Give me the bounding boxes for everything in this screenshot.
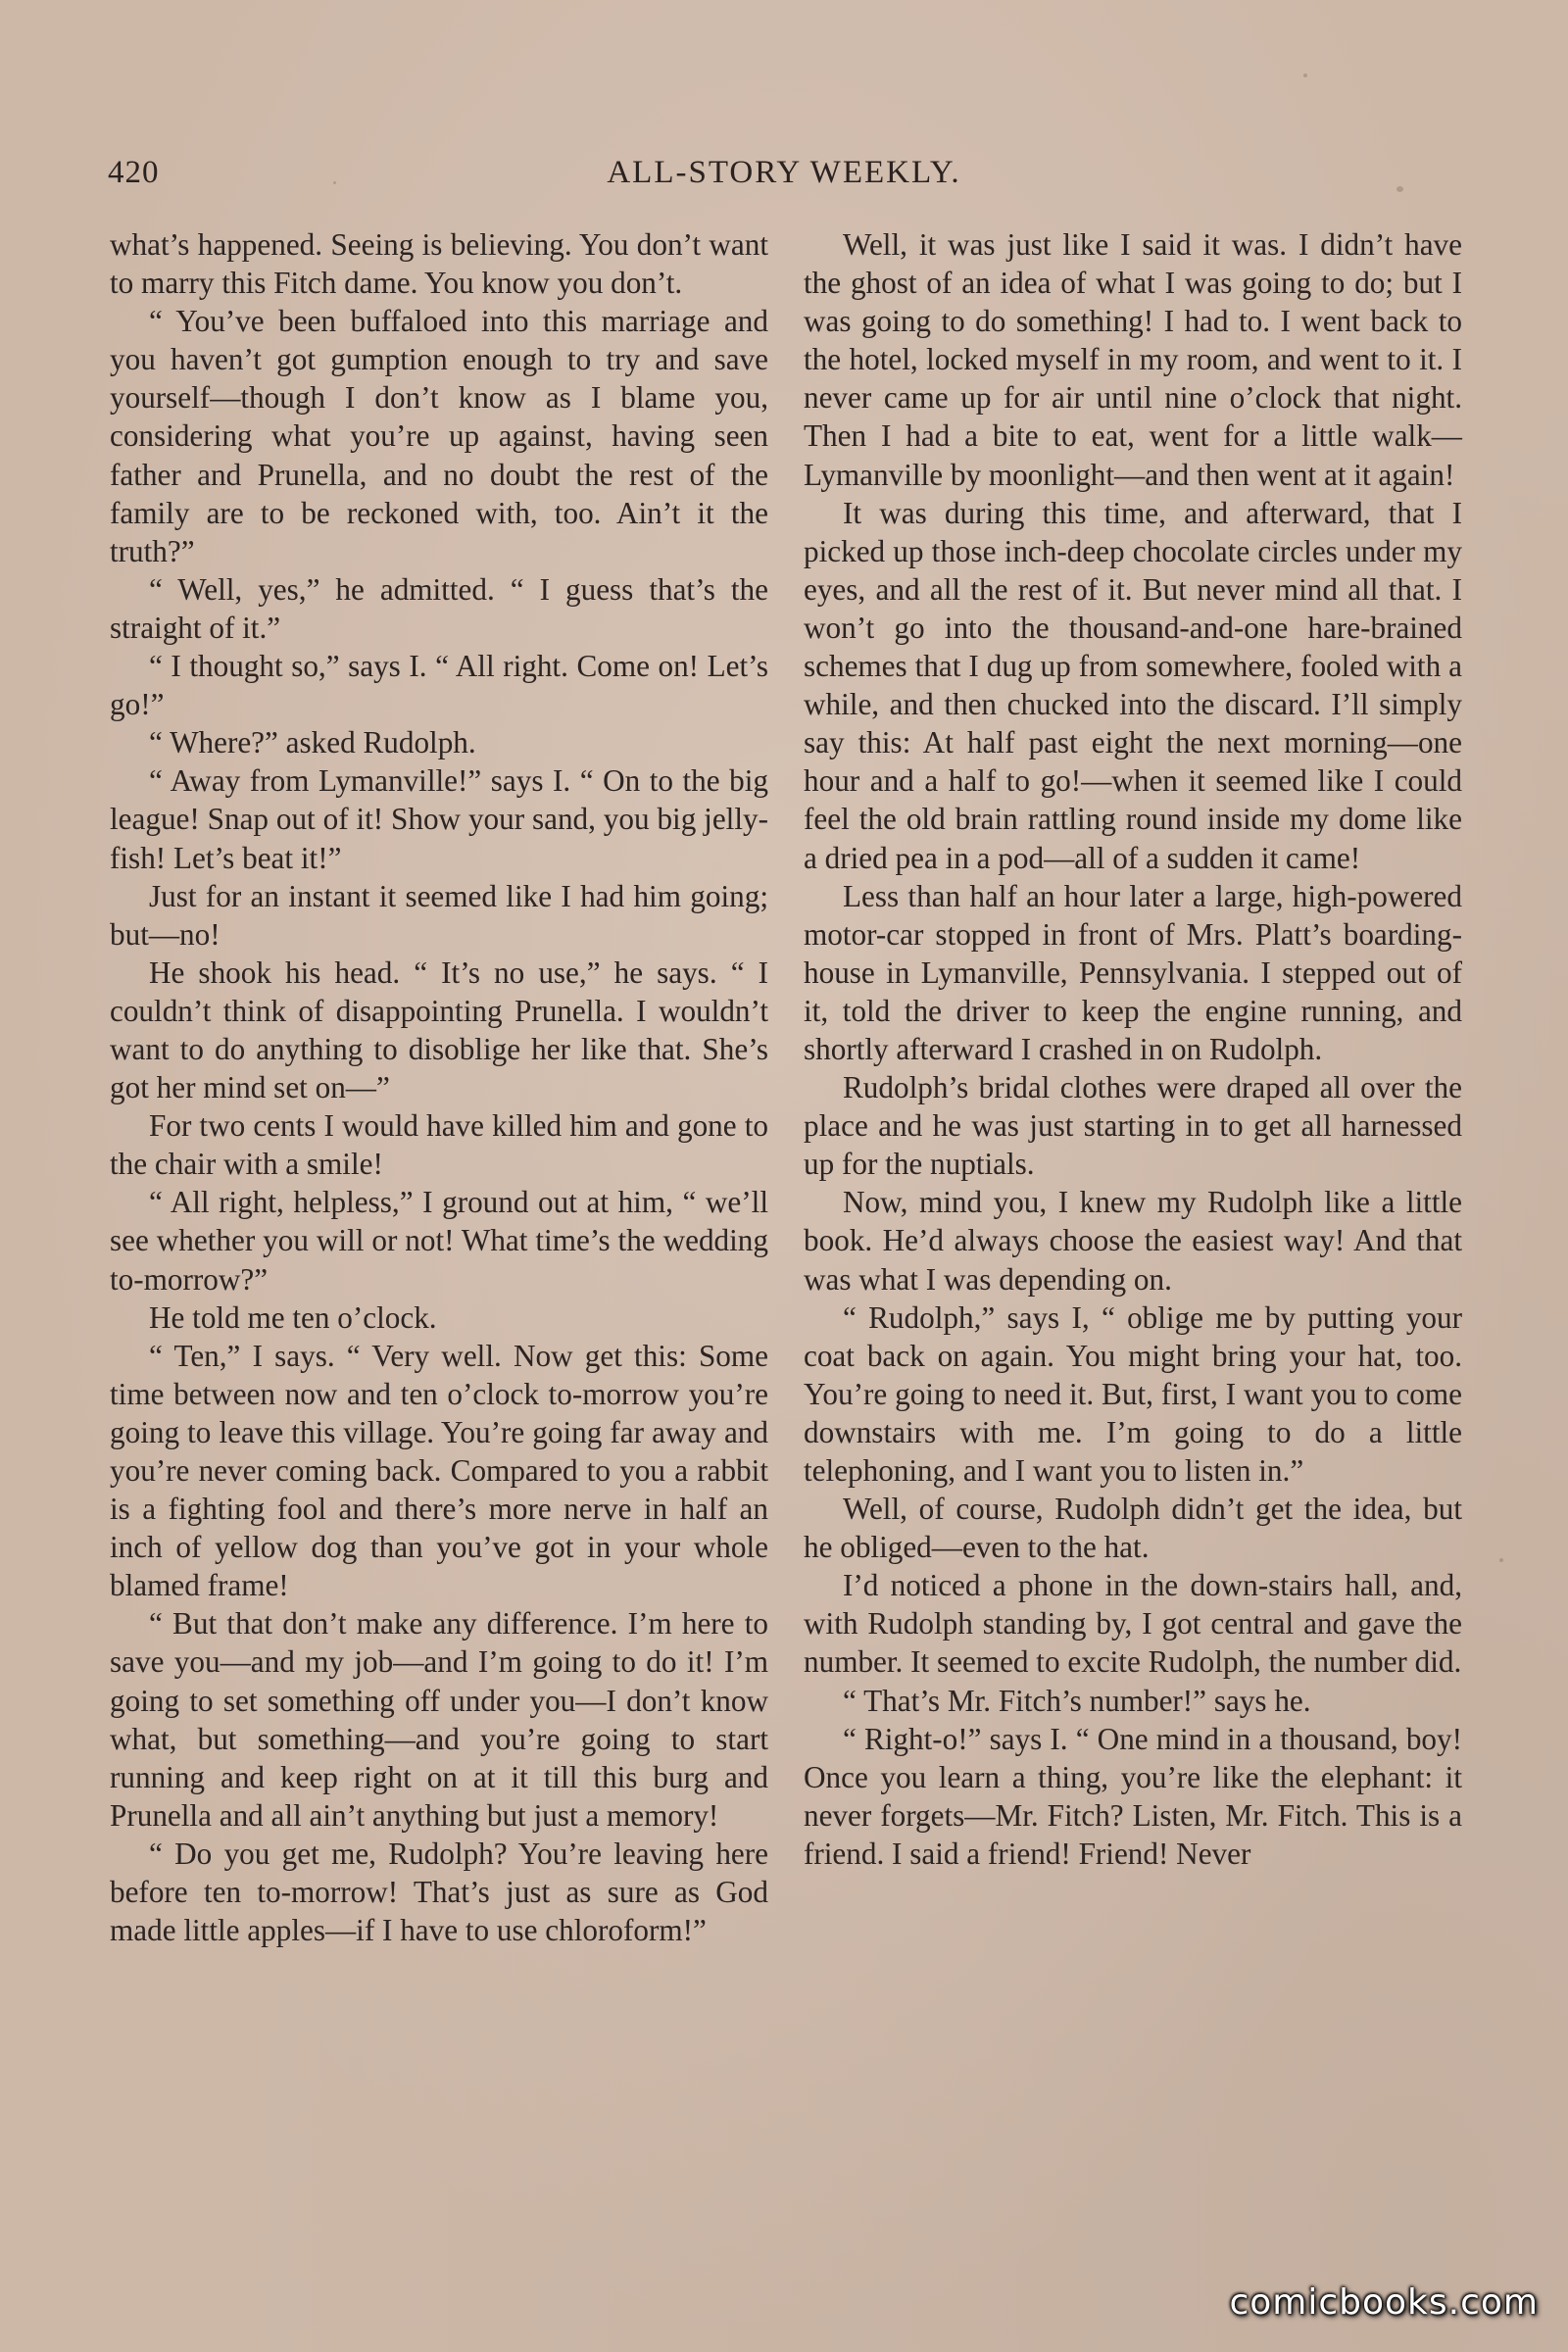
paragraph: “ I thought so,” says I. “ All right. Come on! Let’s go!” [110, 649, 768, 722]
paragraph: “ Ten,” I says. “ Very well. Now get this: Some time between now and ten o’clock to-morrow you’re going to leave this village. You’re going far away and you’re never coming back. Compared to you a rabbit is a fighting fool and there’s more nerve in half an inch of yellow dog than you’ve got in your whole blamed frame! [110, 1338, 768, 1603]
paragraph: “ You’ve been buffaloed into this marriage and you haven’t got gumption enough to try and save yourself—though I don’t know as I blame you, considering what you’re up against, having seen father and Prunella, and no doubt the rest of the family are to be reckoned with, too. Ain’t it the truth?” [110, 304, 768, 568]
paragraph: “ Well, yes,” he admitted. “ I guess that’s the straight of it.” [110, 571, 768, 645]
paragraph: “ Do you get me, Rudolph? You’re leaving here before ten to-morrow! That’s just as sure as God made little apples—if I have to use chloroform!” [110, 1836, 768, 1948]
paragraph: “ Rudolph,” says I, “ oblige me by putting your coat back on again. You might bring your hat, too. You’re going to need it. But, first, I want you to come downstairs with me. I’m going to do a little telephoning, and I want you to listen in.” [804, 1299, 1462, 1488]
paragraph: It was during this time, and afterward, that I picked up those inch-deep chocolate circles under my eyes, and all the rest of it. But never mind all that. I won’t go into the thousand-and-one hare-brained schemes that I dug up from somewhere, fooled with a while, and then chucked into the discard. I’ll simply say this: At half past eight the next morning—one hour and a half to go!—when it seemed like I could feel the old brain rattling round inside my dome like a dried pea in a pod—all of a sudden it came! [804, 495, 1462, 875]
paragraph: Well, of course, Rudolph didn’t get the idea, but he obliged—even to the hat. [804, 1492, 1462, 1565]
paragraph: He shook his head. “ It’s no use,” he says. “ I couldn’t think of disappointing Prunella. I wouldn’t want to do anything to disoblige her like that. She’s got her mind set on—” [110, 955, 768, 1105]
paper-fleck [1499, 1558, 1503, 1562]
paragraph: Less than half an hour later a large, high-powered motor-car stopped in front of Mrs. Platt’s boarding-house in Lymanville, Pennsylvania. I stepped out of it, told the driver to keep the engine running, and shortly afterward I crashed in on Rudolph. [804, 878, 1462, 1066]
paragraph: “ Where?” asked Rudolph. [149, 725, 476, 760]
journal-title: ALL-STORY WEEKLY. [607, 155, 961, 190]
paper-fleck [1303, 74, 1307, 77]
paragraph: “ Right-o!” says I. “ One mind in a thousand, boy! Once you learn a thing, you’re like the elephant: it never forgets—Mr. Fitch? Listen, Mr. Fitch. This is a friend. I said a friend! Friend! Never [804, 1721, 1462, 1871]
watermark-logo: comicbooks.com [1229, 2282, 1539, 2323]
paragraph: “ Away from Lymanville!” says I. “ On to the big league! Snap out of it! Show your sand, you big jelly-fish! Let’s beat it!” [110, 763, 768, 875]
paragraph: I’d noticed a phone in the down-stairs hall, and, with Rudolph standing by, I got central and gave the number. It seemed to excite Rudolph, the number did. [804, 1568, 1462, 1680]
paragraph: what’s happened. Seeing is believing. You don’t want to marry this Fitch dame. You know you don’t. [110, 227, 768, 301]
paragraph: “ All right, helpless,” I ground out at him, “ we’ll see whether you will or not! What time’s the wedding to-morrow?” [110, 1185, 768, 1297]
paragraph: Well, it was just like I said it was. I didn’t have the ghost of an idea of what I was going to do; but I was going to do something! I had to. I went back to the hotel, locked myself in my room, and went to it. I never came up for air until nine o’clock that night. Then I had a bite to eat, went for a little walk—Lymanville by moonlight—and then went at it again! [804, 227, 1462, 492]
paragraph: Rudolph’s bridal clothes were draped all over the place and he was just starting in to get all harnessed up for the nuptials. [804, 1070, 1462, 1182]
paragraph: “ That’s Mr. Fitch’s number!” says he. [843, 1683, 1311, 1718]
paragraph: “ But that don’t make any difference. I’m here to save you—and my job—and I’m going to do it! I’m going to set something off under you—I don’t know what, but something—and you’re going to start running and keep right on at it till this burg and Prunella and all ain’t anything but just a memory! [110, 1606, 768, 1833]
paragraph: Now, mind you, I knew my Rudolph like a little book. He’d always choose the easiest way! And that was what I was depending on. [804, 1185, 1462, 1297]
paragraph: For two cents I would have killed him and gone to the chair with a smile! [110, 1108, 768, 1182]
paragraph: Just for an instant it seemed like I had him going; but—no! [110, 878, 768, 952]
paragraph: He told me ten o’clock. [149, 1299, 437, 1335]
right-column [804, 225, 1462, 1873]
page-number: 420 [108, 155, 160, 190]
left-column [110, 225, 768, 1949]
running-head [108, 155, 1460, 200]
